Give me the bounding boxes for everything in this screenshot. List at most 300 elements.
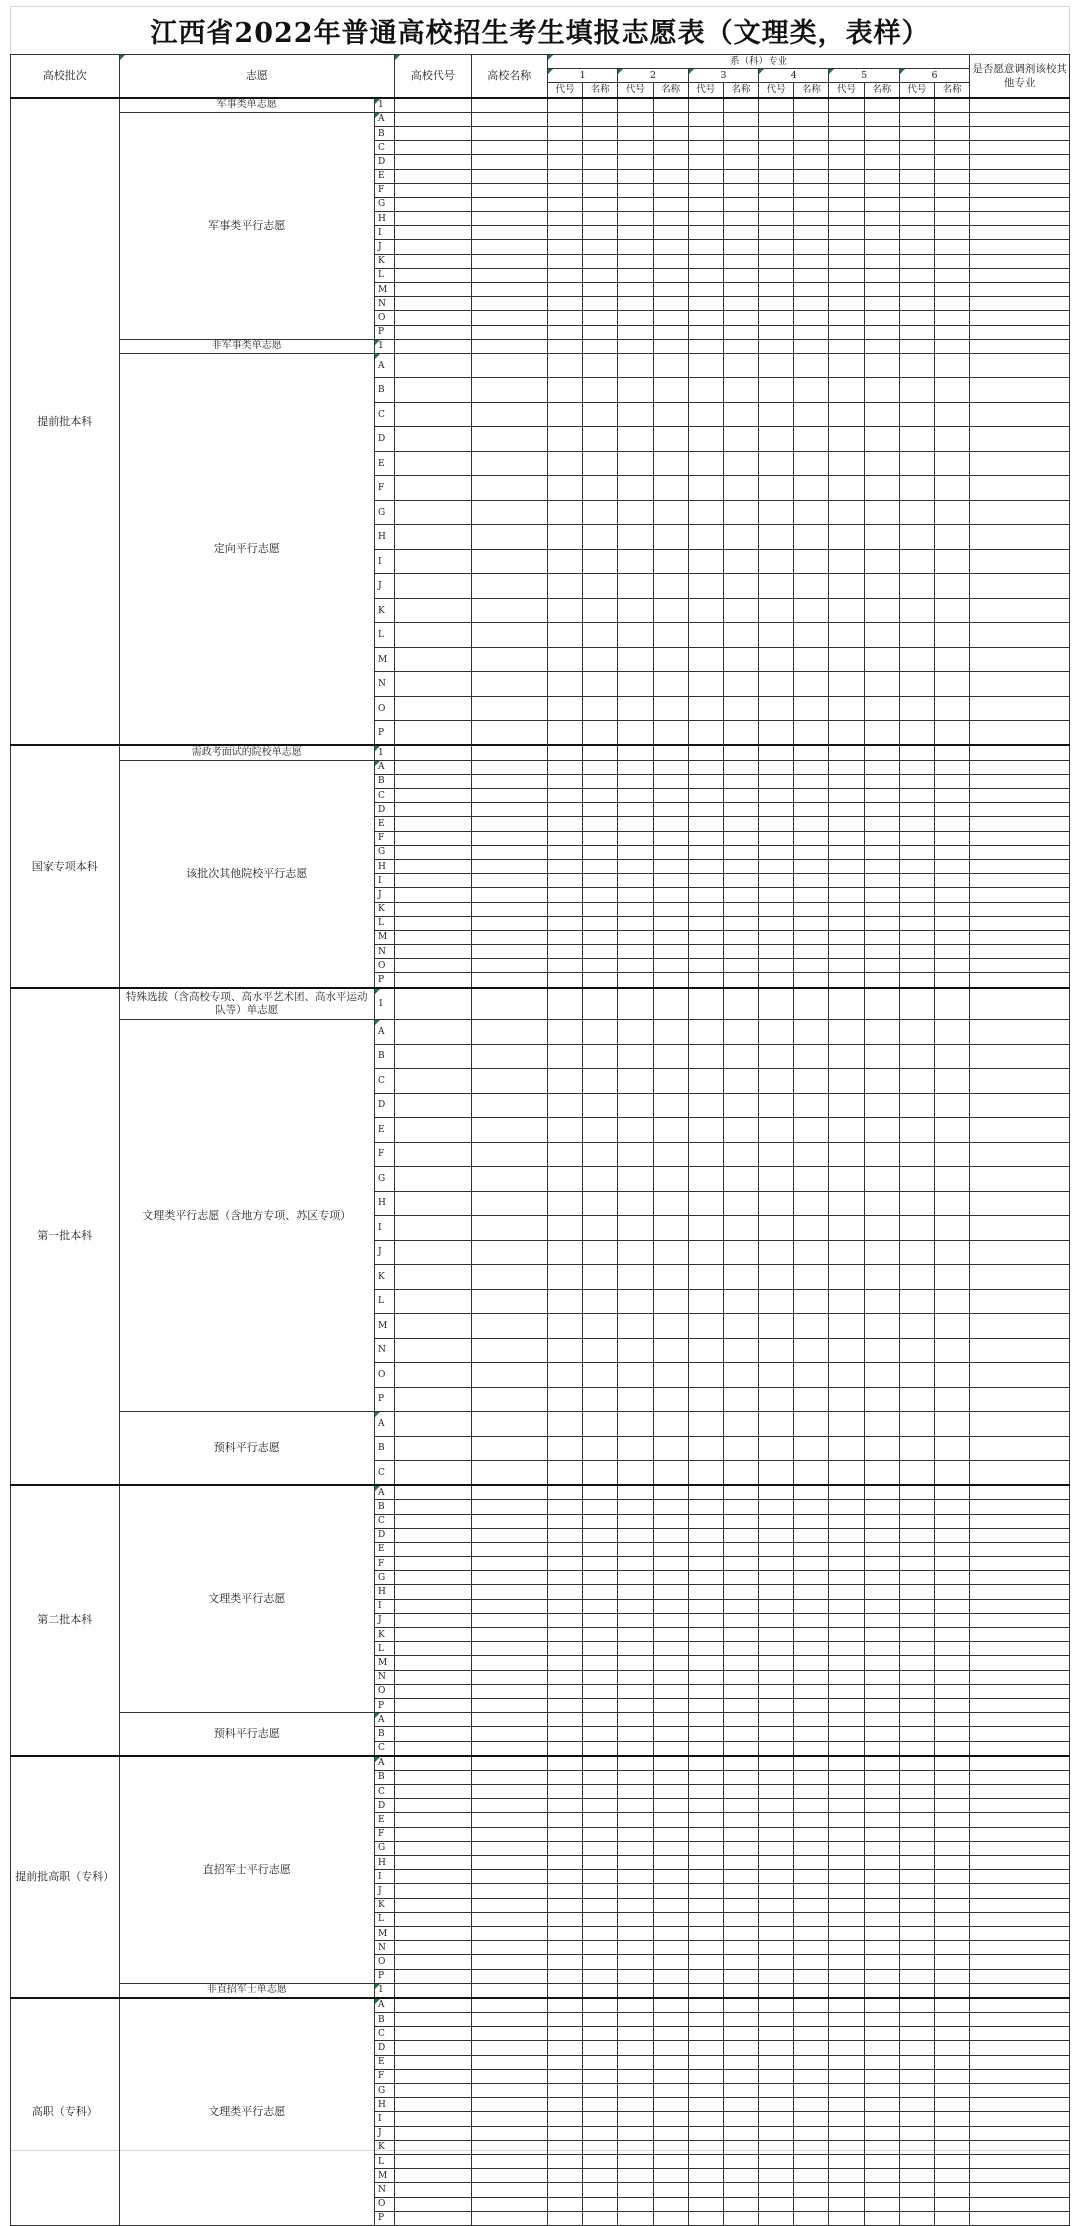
- entry-cell[interactable]: [618, 2027, 653, 2041]
- entry-cell[interactable]: [547, 311, 582, 325]
- entry-cell[interactable]: [471, 1436, 547, 1461]
- entry-cell[interactable]: [471, 789, 547, 803]
- entry-cell[interactable]: [395, 297, 471, 311]
- entry-cell[interactable]: [723, 2211, 758, 2225]
- entry-cell[interactable]: [395, 500, 471, 525]
- entry-cell[interactable]: [583, 1557, 618, 1571]
- entry-cell[interactable]: [829, 2027, 864, 2041]
- entry-cell[interactable]: [618, 1983, 653, 1998]
- entry-cell[interactable]: [723, 1613, 758, 1627]
- entry-cell[interactable]: [395, 1461, 471, 1486]
- entry-cell[interactable]: [759, 1741, 794, 1756]
- entry-cell[interactable]: [794, 1998, 829, 2013]
- entry-cell[interactable]: [794, 1599, 829, 1613]
- entry-cell[interactable]: [688, 1898, 723, 1912]
- entry-cell[interactable]: [794, 2069, 829, 2083]
- entry-cell[interactable]: [583, 525, 618, 550]
- entry-cell[interactable]: [618, 2169, 653, 2183]
- entry-cell[interactable]: [759, 1628, 794, 1642]
- entry-cell[interactable]: [688, 1827, 723, 1841]
- entry-cell[interactable]: [653, 623, 688, 648]
- entry-cell[interactable]: [864, 930, 899, 944]
- entry-cell[interactable]: [935, 1727, 970, 1741]
- entry-cell[interactable]: [935, 240, 970, 254]
- entry-cell[interactable]: [618, 451, 653, 476]
- entry-cell[interactable]: [794, 672, 829, 697]
- entry-cell[interactable]: [829, 672, 864, 697]
- entry-cell[interactable]: [653, 1585, 688, 1599]
- entry-cell[interactable]: [829, 112, 864, 126]
- entry-cell[interactable]: [583, 1118, 618, 1143]
- entry-cell[interactable]: [471, 1870, 547, 1884]
- entry-cell[interactable]: [723, 353, 758, 378]
- entry-cell[interactable]: [829, 1713, 864, 1727]
- entry-cell[interactable]: [723, 1684, 758, 1698]
- entry-cell[interactable]: [794, 2169, 829, 2183]
- entry-cell[interactable]: [688, 2126, 723, 2140]
- entry-cell[interactable]: [970, 1856, 1070, 1870]
- entry-cell[interactable]: [829, 155, 864, 169]
- entry-cell[interactable]: [653, 945, 688, 959]
- entry-cell[interactable]: [547, 945, 582, 959]
- entry-cell[interactable]: [395, 1998, 471, 2013]
- entry-cell[interactable]: [653, 721, 688, 746]
- entry-cell[interactable]: [653, 1542, 688, 1556]
- entry-cell[interactable]: [618, 2140, 653, 2154]
- entry-cell[interactable]: [759, 1827, 794, 1841]
- entry-cell[interactable]: [688, 1912, 723, 1926]
- entry-cell[interactable]: [829, 98, 864, 113]
- entry-cell[interactable]: [723, 226, 758, 240]
- entry-cell[interactable]: [547, 2069, 582, 2083]
- entry-cell[interactable]: [583, 988, 618, 1020]
- entry-cell[interactable]: [653, 1571, 688, 1585]
- entry-cell[interactable]: [935, 574, 970, 599]
- entry-cell[interactable]: [653, 451, 688, 476]
- entry-cell[interactable]: [395, 155, 471, 169]
- entry-cell[interactable]: [759, 902, 794, 916]
- entry-cell[interactable]: [583, 1069, 618, 1094]
- entry-cell[interactable]: [935, 1118, 970, 1143]
- entry-cell[interactable]: [829, 1118, 864, 1143]
- entry-cell[interactable]: [829, 378, 864, 403]
- entry-cell[interactable]: [471, 1240, 547, 1265]
- entry-cell[interactable]: [723, 721, 758, 746]
- entry-cell[interactable]: [935, 1265, 970, 1290]
- entry-cell[interactable]: [759, 745, 794, 760]
- entry-cell[interactable]: [723, 402, 758, 427]
- entry-cell[interactable]: [935, 1898, 970, 1912]
- entry-cell[interactable]: [723, 1969, 758, 1983]
- entry-cell[interactable]: [547, 549, 582, 574]
- entry-cell[interactable]: [829, 1528, 864, 1542]
- entry-cell[interactable]: [899, 197, 934, 211]
- entry-cell[interactable]: [829, 1656, 864, 1670]
- entry-cell[interactable]: [829, 2169, 864, 2183]
- entry-cell[interactable]: [653, 1785, 688, 1799]
- entry-cell[interactable]: [395, 647, 471, 672]
- entry-cell[interactable]: [864, 1118, 899, 1143]
- entry-cell[interactable]: [688, 1412, 723, 1437]
- entry-cell[interactable]: [794, 574, 829, 599]
- entry-cell[interactable]: [970, 378, 1070, 403]
- entry-cell[interactable]: [935, 2211, 970, 2225]
- entry-cell[interactable]: [618, 2013, 653, 2027]
- entry-cell[interactable]: [794, 339, 829, 353]
- entry-cell[interactable]: [935, 696, 970, 721]
- entry-cell[interactable]: [829, 353, 864, 378]
- entry-cell[interactable]: [618, 1955, 653, 1969]
- entry-cell[interactable]: [547, 1955, 582, 1969]
- entry-cell[interactable]: [395, 2013, 471, 2027]
- entry-cell[interactable]: [829, 325, 864, 339]
- entry-cell[interactable]: [970, 1485, 1070, 1500]
- entry-cell[interactable]: [688, 1741, 723, 1756]
- entry-cell[interactable]: [864, 623, 899, 648]
- entry-cell[interactable]: [653, 311, 688, 325]
- entry-cell[interactable]: [688, 1841, 723, 1855]
- entry-cell[interactable]: [899, 1941, 934, 1955]
- entry-cell[interactable]: [547, 1387, 582, 1412]
- entry-cell[interactable]: [583, 598, 618, 623]
- entry-cell[interactable]: [759, 500, 794, 525]
- entry-cell[interactable]: [688, 1363, 723, 1388]
- entry-cell[interactable]: [899, 549, 934, 574]
- entry-cell[interactable]: [723, 378, 758, 403]
- entry-cell[interactable]: [864, 973, 899, 988]
- entry-cell[interactable]: [970, 2013, 1070, 2027]
- entry-cell[interactable]: [723, 2126, 758, 2140]
- entry-cell[interactable]: [395, 2140, 471, 2154]
- entry-cell[interactable]: [899, 760, 934, 774]
- entry-cell[interactable]: [395, 1684, 471, 1698]
- entry-cell[interactable]: [899, 988, 934, 1020]
- entry-cell[interactable]: [583, 647, 618, 672]
- entry-cell[interactable]: [653, 98, 688, 113]
- entry-cell[interactable]: [618, 1167, 653, 1192]
- entry-cell[interactable]: [794, 1485, 829, 1500]
- entry-cell[interactable]: [471, 1557, 547, 1571]
- entry-cell[interactable]: [970, 1314, 1070, 1339]
- entry-cell[interactable]: [395, 1528, 471, 1542]
- entry-cell[interactable]: [829, 2069, 864, 2083]
- entry-cell[interactable]: [547, 574, 582, 599]
- entry-cell[interactable]: [547, 1884, 582, 1898]
- entry-cell[interactable]: [618, 311, 653, 325]
- entry-cell[interactable]: [864, 1998, 899, 2013]
- entry-cell[interactable]: [471, 141, 547, 155]
- entry-cell[interactable]: [864, 945, 899, 959]
- entry-cell[interactable]: [395, 1841, 471, 1855]
- entry-cell[interactable]: [583, 1240, 618, 1265]
- entry-cell[interactable]: [723, 2169, 758, 2183]
- entry-cell[interactable]: [723, 1461, 758, 1486]
- entry-cell[interactable]: [899, 1656, 934, 1670]
- entry-cell[interactable]: [970, 197, 1070, 211]
- entry-cell[interactable]: [547, 1240, 582, 1265]
- entry-cell[interactable]: [899, 1191, 934, 1216]
- entry-cell[interactable]: [471, 1727, 547, 1741]
- entry-cell[interactable]: [618, 1069, 653, 1094]
- entry-cell[interactable]: [688, 1118, 723, 1143]
- entry-cell[interactable]: [688, 1785, 723, 1799]
- entry-cell[interactable]: [395, 959, 471, 973]
- entry-cell[interactable]: [970, 1142, 1070, 1167]
- entry-cell[interactable]: [935, 2183, 970, 2197]
- entry-cell[interactable]: [970, 1542, 1070, 1556]
- entry-cell[interactable]: [547, 1485, 582, 1500]
- entry-cell[interactable]: [970, 1642, 1070, 1656]
- entry-cell[interactable]: [970, 1770, 1070, 1784]
- entry-cell[interactable]: [864, 1684, 899, 1698]
- entry-cell[interactable]: [829, 1727, 864, 1741]
- entry-cell[interactable]: [829, 549, 864, 574]
- entry-cell[interactable]: [723, 525, 758, 550]
- entry-cell[interactable]: [471, 1093, 547, 1118]
- entry-cell[interactable]: [723, 1557, 758, 1571]
- entry-cell[interactable]: [618, 1770, 653, 1784]
- entry-cell[interactable]: [723, 1167, 758, 1192]
- entry-cell[interactable]: [583, 1167, 618, 1192]
- entry-cell[interactable]: [970, 930, 1070, 944]
- entry-cell[interactable]: [899, 427, 934, 452]
- entry-cell[interactable]: [759, 2055, 794, 2069]
- entry-cell[interactable]: [618, 2069, 653, 2083]
- entry-cell[interactable]: [935, 98, 970, 113]
- entry-cell[interactable]: [395, 2211, 471, 2225]
- entry-cell[interactable]: [547, 2055, 582, 2069]
- entry-cell[interactable]: [471, 476, 547, 501]
- entry-cell[interactable]: [618, 817, 653, 831]
- entry-cell[interactable]: [471, 1500, 547, 1514]
- entry-cell[interactable]: [829, 721, 864, 746]
- entry-cell[interactable]: [653, 112, 688, 126]
- entry-cell[interactable]: [395, 141, 471, 155]
- entry-cell[interactable]: [688, 916, 723, 930]
- entry-cell[interactable]: [688, 427, 723, 452]
- entry-cell[interactable]: [864, 2055, 899, 2069]
- entry-cell[interactable]: [899, 1756, 934, 1771]
- entry-cell[interactable]: [471, 2084, 547, 2098]
- entry-cell[interactable]: [618, 2084, 653, 2098]
- entry-cell[interactable]: [970, 2126, 1070, 2140]
- entry-cell[interactable]: [970, 1684, 1070, 1698]
- entry-cell[interactable]: [899, 916, 934, 930]
- entry-cell[interactable]: [759, 240, 794, 254]
- entry-cell[interactable]: [395, 2197, 471, 2211]
- entry-cell[interactable]: [688, 297, 723, 311]
- entry-cell[interactable]: [829, 874, 864, 888]
- entry-cell[interactable]: [794, 1856, 829, 1870]
- entry-cell[interactable]: [471, 1898, 547, 1912]
- entry-cell[interactable]: [688, 2041, 723, 2055]
- entry-cell[interactable]: [970, 1069, 1070, 1094]
- entry-cell[interactable]: [794, 525, 829, 550]
- entry-cell[interactable]: [759, 451, 794, 476]
- entry-cell[interactable]: [583, 817, 618, 831]
- entry-cell[interactable]: [899, 2041, 934, 2055]
- entry-cell[interactable]: [829, 916, 864, 930]
- entry-cell[interactable]: [583, 1813, 618, 1827]
- entry-cell[interactable]: [794, 1870, 829, 1884]
- entry-cell[interactable]: [970, 647, 1070, 672]
- entry-cell[interactable]: [618, 888, 653, 902]
- entry-cell[interactable]: [688, 2197, 723, 2211]
- entry-cell[interactable]: [688, 817, 723, 831]
- entry-cell[interactable]: [794, 988, 829, 1020]
- entry-cell[interactable]: [618, 988, 653, 1020]
- entry-cell[interactable]: [471, 1314, 547, 1339]
- entry-cell[interactable]: [688, 1656, 723, 1670]
- entry-cell[interactable]: [653, 1841, 688, 1855]
- entry-cell[interactable]: [547, 1599, 582, 1613]
- entry-cell[interactable]: [547, 916, 582, 930]
- entry-cell[interactable]: [935, 1167, 970, 1192]
- entry-cell[interactable]: [395, 902, 471, 916]
- entry-cell[interactable]: [829, 297, 864, 311]
- entry-cell[interactable]: [395, 1240, 471, 1265]
- entry-cell[interactable]: [471, 212, 547, 226]
- entry-cell[interactable]: [688, 2098, 723, 2112]
- entry-cell[interactable]: [864, 1412, 899, 1437]
- entry-cell[interactable]: [688, 2169, 723, 2183]
- entry-cell[interactable]: [970, 1118, 1070, 1143]
- entry-cell[interactable]: [899, 1613, 934, 1627]
- entry-cell[interactable]: [653, 254, 688, 268]
- entry-cell[interactable]: [583, 2126, 618, 2140]
- entry-cell[interactable]: [899, 945, 934, 959]
- entry-cell[interactable]: [547, 339, 582, 353]
- entry-cell[interactable]: [864, 959, 899, 973]
- entry-cell[interactable]: [688, 1884, 723, 1898]
- entry-cell[interactable]: [864, 1613, 899, 1627]
- entry-cell[interactable]: [653, 1813, 688, 1827]
- entry-cell[interactable]: [583, 1613, 618, 1627]
- entry-cell[interactable]: [794, 1240, 829, 1265]
- entry-cell[interactable]: [864, 1741, 899, 1756]
- entry-cell[interactable]: [583, 98, 618, 113]
- entry-cell[interactable]: [395, 1955, 471, 1969]
- entry-cell[interactable]: [794, 721, 829, 746]
- entry-cell[interactable]: [547, 721, 582, 746]
- entry-cell[interactable]: [723, 831, 758, 845]
- entry-cell[interactable]: [864, 155, 899, 169]
- entry-cell[interactable]: [759, 1941, 794, 1955]
- entry-cell[interactable]: [970, 1020, 1070, 1045]
- entry-cell[interactable]: [547, 1044, 582, 1069]
- entry-cell[interactable]: [723, 2112, 758, 2126]
- entry-cell[interactable]: [864, 598, 899, 623]
- entry-cell[interactable]: [864, 1363, 899, 1388]
- entry-cell[interactable]: [794, 1314, 829, 1339]
- entry-cell[interactable]: [618, 1642, 653, 1656]
- entry-cell[interactable]: [829, 1557, 864, 1571]
- entry-cell[interactable]: [759, 2183, 794, 2197]
- entry-cell[interactable]: [935, 1983, 970, 1998]
- entry-cell[interactable]: [794, 197, 829, 211]
- entry-cell[interactable]: [723, 1856, 758, 1870]
- entry-cell[interactable]: [723, 1698, 758, 1712]
- entry-cell[interactable]: [547, 1436, 582, 1461]
- entry-cell[interactable]: [899, 311, 934, 325]
- entry-cell[interactable]: [829, 126, 864, 140]
- entry-cell[interactable]: [829, 1020, 864, 1045]
- entry-cell[interactable]: [547, 1727, 582, 1741]
- entry-cell[interactable]: [794, 2197, 829, 2211]
- entry-cell[interactable]: [547, 1698, 582, 1712]
- entry-cell[interactable]: [970, 1500, 1070, 1514]
- entry-cell[interactable]: [547, 1756, 582, 1771]
- entry-cell[interactable]: [970, 1412, 1070, 1437]
- entry-cell[interactable]: [794, 1642, 829, 1656]
- entry-cell[interactable]: [688, 378, 723, 403]
- entry-cell[interactable]: [583, 155, 618, 169]
- entry-cell[interactable]: [723, 1941, 758, 1955]
- entry-cell[interactable]: [759, 1500, 794, 1514]
- entry-cell[interactable]: [794, 1613, 829, 1627]
- entry-cell[interactable]: [395, 1542, 471, 1556]
- entry-cell[interactable]: [759, 845, 794, 859]
- entry-cell[interactable]: [688, 1983, 723, 1998]
- entry-cell[interactable]: [395, 1514, 471, 1528]
- entry-cell[interactable]: [970, 549, 1070, 574]
- entry-cell[interactable]: [547, 1069, 582, 1094]
- entry-cell[interactable]: [829, 1684, 864, 1698]
- entry-cell[interactable]: [583, 2069, 618, 2083]
- entry-cell[interactable]: [395, 311, 471, 325]
- entry-cell[interactable]: [583, 2084, 618, 2098]
- entry-cell[interactable]: [864, 297, 899, 311]
- entry-cell[interactable]: [723, 1841, 758, 1855]
- entry-cell[interactable]: [723, 325, 758, 339]
- entry-cell[interactable]: [864, 1240, 899, 1265]
- entry-cell[interactable]: [759, 311, 794, 325]
- entry-cell[interactable]: [688, 1436, 723, 1461]
- entry-cell[interactable]: [970, 1216, 1070, 1241]
- entry-cell[interactable]: [583, 1856, 618, 1870]
- entry-cell[interactable]: [759, 1585, 794, 1599]
- entry-cell[interactable]: [618, 2041, 653, 2055]
- entry-cell[interactable]: [653, 789, 688, 803]
- entry-cell[interactable]: [899, 1955, 934, 1969]
- entry-cell[interactable]: [864, 988, 899, 1020]
- entry-cell[interactable]: [935, 1684, 970, 1698]
- entry-cell[interactable]: [547, 1628, 582, 1642]
- entry-cell[interactable]: [864, 2183, 899, 2197]
- entry-cell[interactable]: [759, 1969, 794, 1983]
- entry-cell[interactable]: [794, 1167, 829, 1192]
- entry-cell[interactable]: [759, 268, 794, 282]
- entry-cell[interactable]: [829, 1955, 864, 1969]
- entry-cell[interactable]: [471, 240, 547, 254]
- entry-cell[interactable]: [688, 1265, 723, 1290]
- entry-cell[interactable]: [935, 2041, 970, 2055]
- entry-cell[interactable]: [970, 226, 1070, 240]
- entry-cell[interactable]: [759, 2140, 794, 2154]
- entry-cell[interactable]: [723, 212, 758, 226]
- entry-cell[interactable]: [794, 1698, 829, 1712]
- entry-cell[interactable]: [688, 789, 723, 803]
- entry-cell[interactable]: [970, 2027, 1070, 2041]
- entry-cell[interactable]: [935, 1713, 970, 1727]
- entry-cell[interactable]: [864, 1044, 899, 1069]
- entry-cell[interactable]: [935, 1870, 970, 1884]
- entry-cell[interactable]: [864, 451, 899, 476]
- entry-cell[interactable]: [583, 874, 618, 888]
- entry-cell[interactable]: [395, 2098, 471, 2112]
- entry-cell[interactable]: [829, 525, 864, 550]
- entry-cell[interactable]: [688, 500, 723, 525]
